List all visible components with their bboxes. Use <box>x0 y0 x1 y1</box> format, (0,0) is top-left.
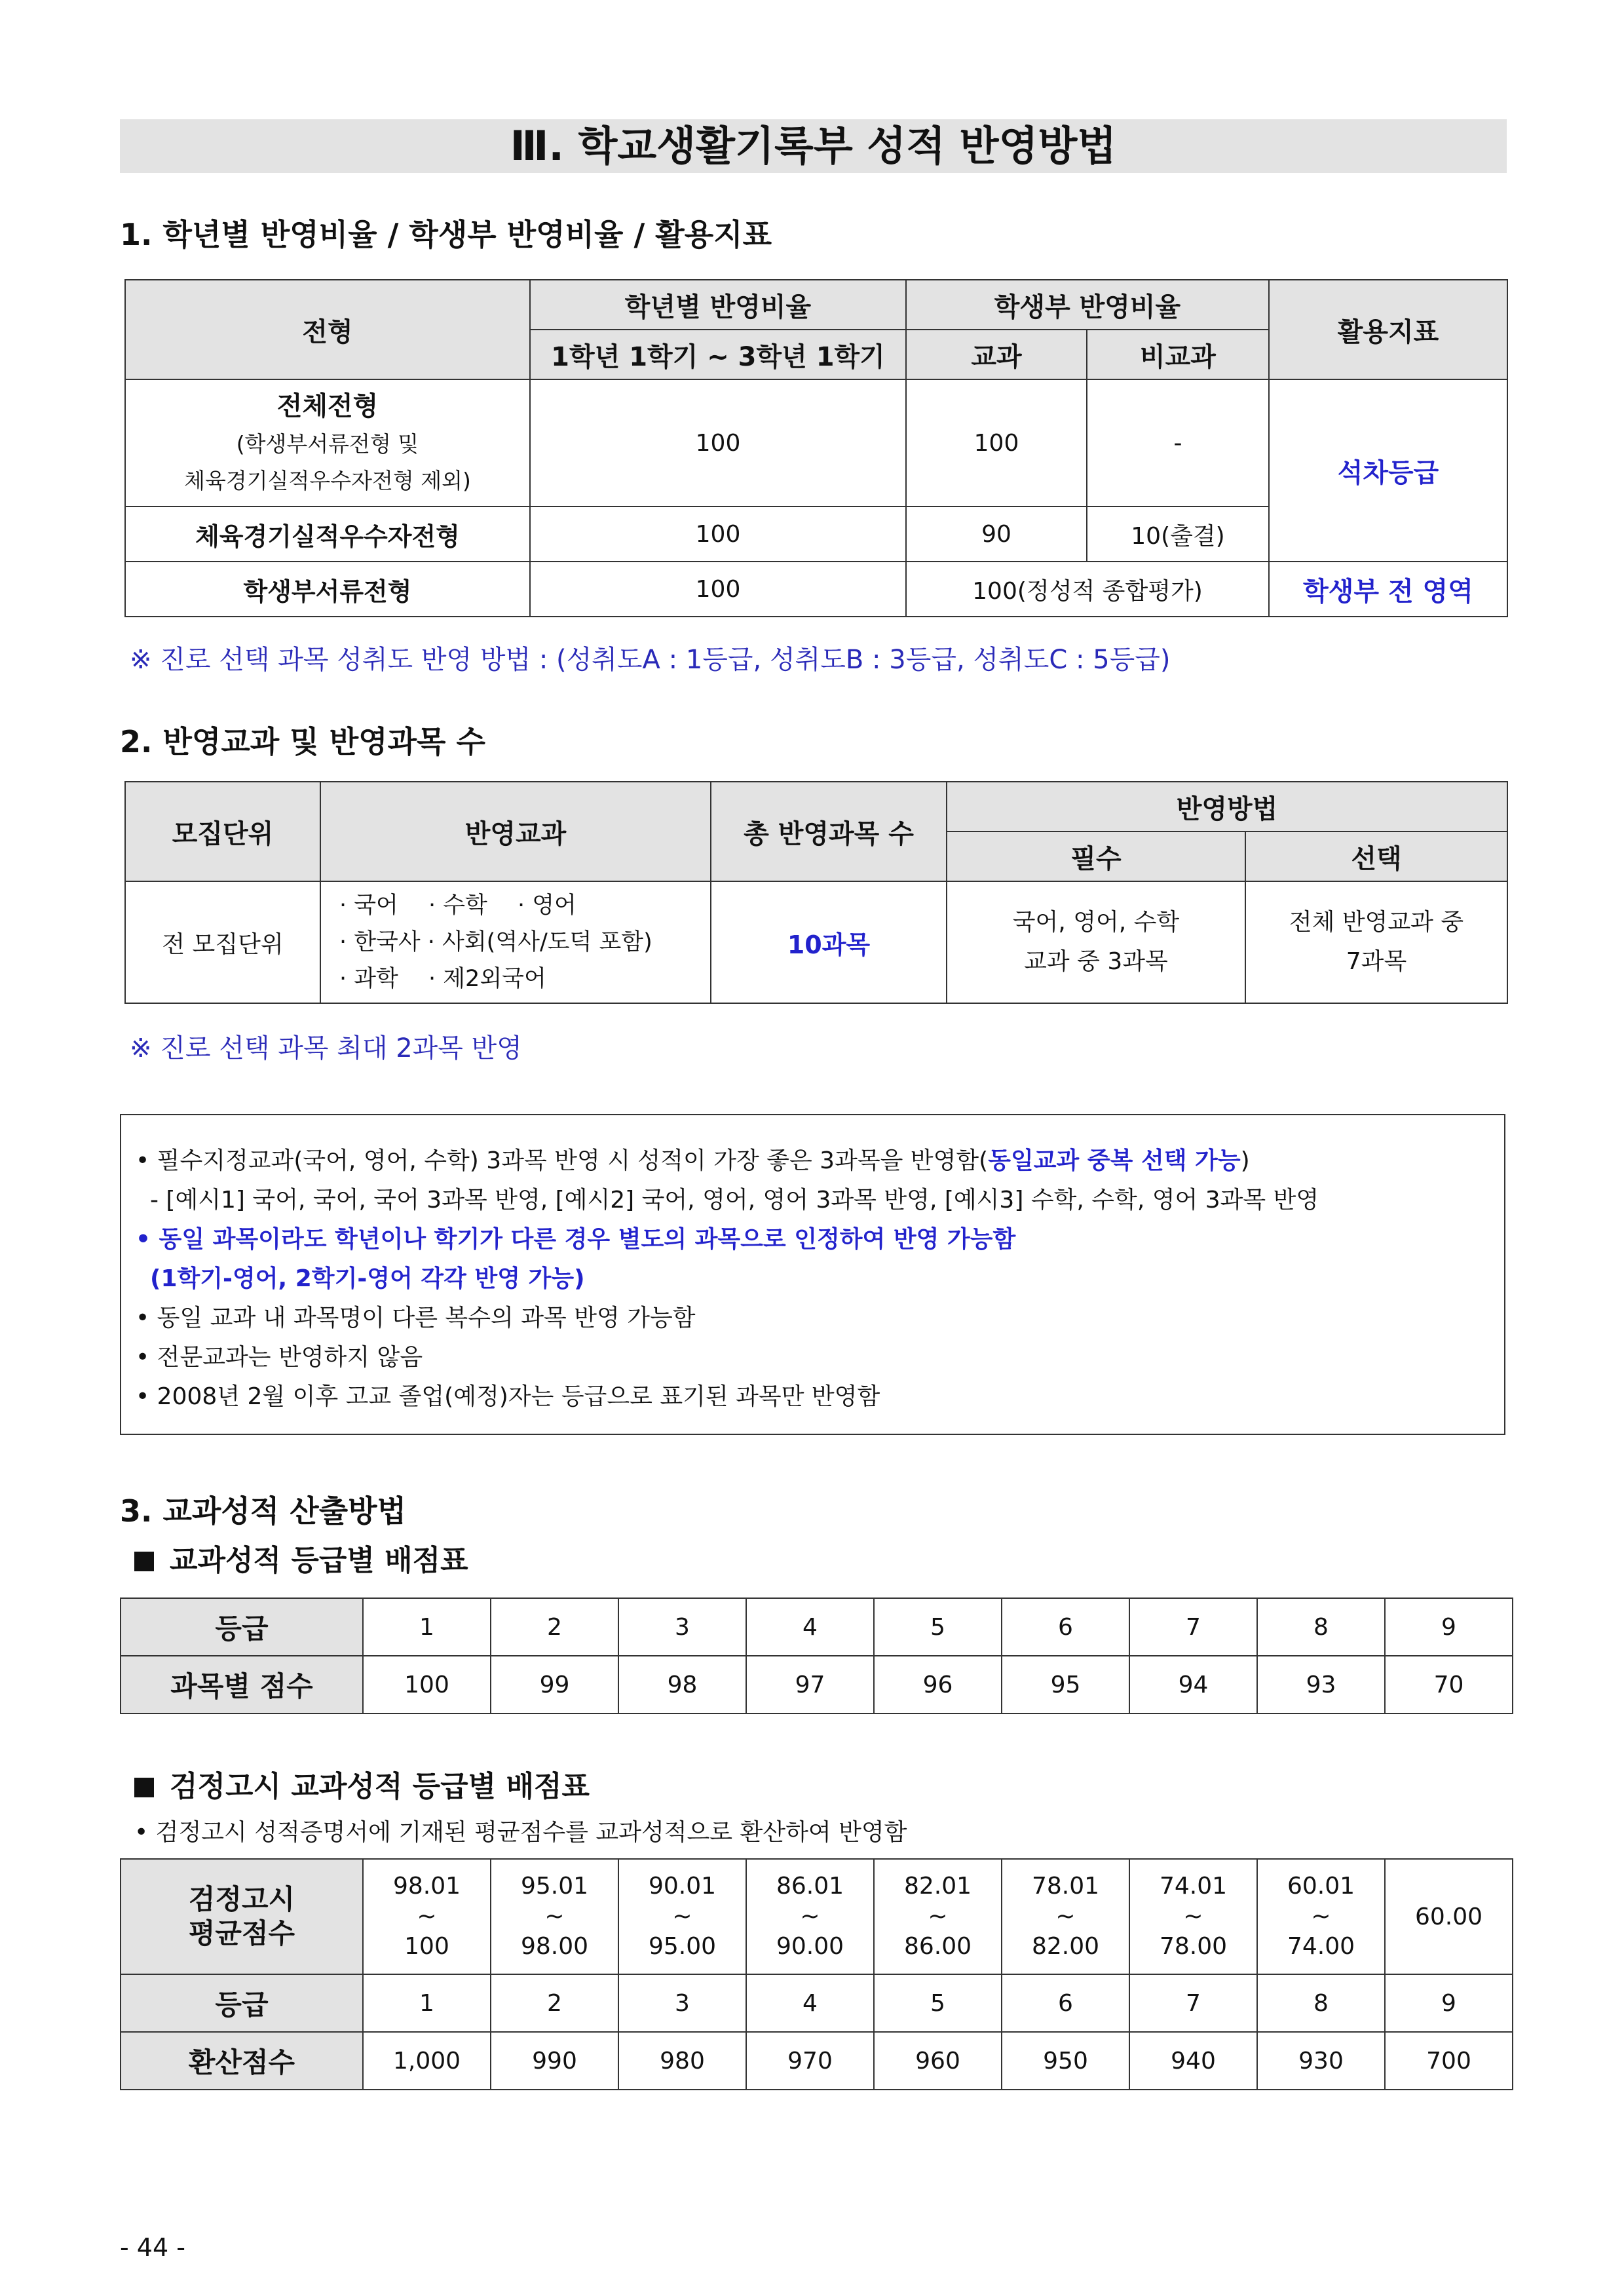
ged-range-row <box>121 1859 1513 1974</box>
ged-range-part: 86.00 <box>903 1933 972 1960</box>
row-all-subject: 100 <box>906 379 1087 507</box>
section2-heading: 2. 반영교과 및 반영과목 수 <box>120 724 485 759</box>
ged-grade-cell: 8 <box>1257 1974 1385 2032</box>
note-line-1 <box>136 1141 1504 1181</box>
conv-score-cell: 980 <box>618 2032 746 2090</box>
conv-score-cell: 940 <box>1129 2032 1257 2090</box>
header-elective: 선택 <box>1245 832 1507 881</box>
indicator-shared: 석차등급 <box>1269 379 1507 562</box>
ratio-table <box>124 279 1508 617</box>
header-grade-range: 1학년 1학기 ~ 3학년 1학기 <box>530 330 906 379</box>
ged-range-part: 60.01 <box>1287 1873 1355 1900</box>
row-sports-non-subject: 10(출결) <box>1087 507 1269 562</box>
row-subject-list <box>320 881 711 1003</box>
row-all-sub1: (학생부서류전형 및 <box>236 431 419 457</box>
score-cell: 96 <box>874 1656 1002 1713</box>
grade-cell: 8 <box>1257 1598 1385 1656</box>
ged-range-part: ~ <box>544 1903 565 1930</box>
square-bullet-icon <box>134 1552 154 1571</box>
ged-range-part: ~ <box>672 1903 692 1930</box>
ged-label <box>121 1859 363 1974</box>
ged-range-part: ~ <box>1055 1903 1076 1930</box>
row-all-name <box>125 379 530 507</box>
row-docs-grade: 100 <box>530 562 906 617</box>
conv-score-cell: 950 <box>1002 2032 1129 2090</box>
score-cell: 99 <box>491 1656 618 1713</box>
ged-range-cell <box>1257 1859 1385 1974</box>
ged-range-part: 100 <box>404 1933 449 1960</box>
row-all-non-subject: - <box>1087 379 1269 507</box>
score-cell: 95 <box>1002 1656 1129 1713</box>
row-required <box>947 881 1245 1003</box>
conv-score-cell: 700 <box>1385 2032 1513 2090</box>
header-count: 총 반영과목 수 <box>711 782 947 881</box>
ged-grade-cell: 2 <box>491 1974 618 2032</box>
score-label: 과목별 점수 <box>121 1656 363 1713</box>
elective-line-2: 7과목 <box>1346 948 1407 975</box>
note-line-7: • 2008년 2월 이후 고교 졸업(예정)자는 등급으로 표기된 과목만 반영함 <box>136 1383 880 1410</box>
ged-range-part: ~ <box>1183 1903 1203 1930</box>
grade-cell: 6 <box>1002 1598 1129 1656</box>
row-elective <box>1245 881 1507 1003</box>
section3-sub1 <box>134 1537 468 1578</box>
section3-sub2 <box>134 1763 590 1805</box>
header-method: 반영방법 <box>947 782 1507 832</box>
ged-range-part: 86.01 <box>776 1873 844 1900</box>
section1-note: ※ 진로 선택 과목 성취도 반영 방법 : (성취도A : 1등급, 성취도B : 3등급, 성취도C : 5등급) <box>130 645 1171 675</box>
ged-range-part: 95.00 <box>648 1933 717 1960</box>
grade-cell: 9 <box>1385 1598 1513 1656</box>
ged-range-part: 82.00 <box>1031 1933 1100 1960</box>
ged-range-cell <box>746 1859 874 1974</box>
grade-label: 등급 <box>121 1598 363 1656</box>
ged-range-cell <box>874 1859 1002 1974</box>
ged-range-part: 95.01 <box>520 1873 589 1900</box>
notes-box <box>120 1114 1505 1435</box>
subject-line-3: · 과학 · 제2외국어 <box>339 966 546 992</box>
row-count: 10과목 <box>711 881 947 1003</box>
ged-grade-row <box>121 1974 1513 2032</box>
ged-range-part: 78.01 <box>1031 1873 1100 1900</box>
row-all-sub2: 체육경기실적우수자전형 제외) <box>184 468 471 493</box>
section3-heading: 3. 교과성적 산출방법 <box>120 1493 406 1529</box>
row-sports-subject: 90 <box>906 507 1087 562</box>
conv-score-cell: 1,000 <box>363 2032 491 2090</box>
row-sports-grade: 100 <box>530 507 906 562</box>
subject-line-1: · 국어 · 수학 · 영어 <box>339 892 576 919</box>
grade-cell: 4 <box>746 1598 874 1656</box>
ged-range-part: ~ <box>417 1903 437 1930</box>
header-required: 필수 <box>947 832 1245 881</box>
header-subjects: 반영교과 <box>320 782 711 881</box>
header-type: 전형 <box>125 280 530 379</box>
ged-range-cell <box>1002 1859 1129 1974</box>
row-docs-merged: 100(정성적 종합평가) <box>906 562 1269 617</box>
score-cell: 97 <box>746 1656 874 1713</box>
page-title: Ⅲ. 학교생활기록부 성적 반영방법 <box>120 119 1507 173</box>
note-line-2: - [예시1] 국어, 국어, 국어 3과목 반영, [예시2] 국어, 영어, 영어 3과목 반영, [예시3] 수학, 수학, 영어 3과목 반영 <box>150 1187 1319 1214</box>
ged-range-part: 98.01 <box>392 1873 461 1900</box>
section3-sub1-text: 교과성적 등급별 배점표 <box>170 1544 468 1577</box>
ged-range-part: 98.00 <box>520 1933 589 1960</box>
section1-heading: 1. 학년별 반영비율 / 학생부 반영비율 / 활용지표 <box>120 217 772 252</box>
ged-range-cell <box>1129 1859 1257 1974</box>
grade-score-table <box>120 1598 1513 1714</box>
ged-range-part: 90.01 <box>648 1873 717 1900</box>
ged-range-part: ~ <box>928 1903 948 1930</box>
ged-range-part: 74.01 <box>1159 1873 1228 1900</box>
score-row <box>121 1656 1513 1713</box>
header-non-subject: 비교과 <box>1087 330 1269 379</box>
subject-line-2: · 한국사 · 사회(역사/도덕 포함) <box>339 929 652 955</box>
ged-range-part: 90.00 <box>776 1933 844 1960</box>
ged-range-part: ~ <box>800 1903 820 1930</box>
score-cell: 93 <box>1257 1656 1385 1713</box>
ged-range-last: 60.00 <box>1385 1859 1513 1974</box>
ged-range-part: ~ <box>1311 1903 1331 1930</box>
row-all-grade: 100 <box>530 379 906 507</box>
ged-range-part: 78.00 <box>1159 1933 1228 1960</box>
note-line-6: • 전문교과는 반영하지 않음 <box>136 1344 423 1371</box>
ged-range-cell <box>618 1859 746 1974</box>
square-bullet-icon <box>134 1778 154 1797</box>
note-line-5: • 동일 교과 내 과목명이 다른 복수의 과목 반영 가능함 <box>136 1305 696 1331</box>
conv-score-cell: 960 <box>874 2032 1002 2090</box>
required-line-2: 교과 중 3과목 <box>1024 948 1168 975</box>
ged-grade-cell: 6 <box>1002 1974 1129 2032</box>
grade-row <box>121 1598 1513 1656</box>
ged-range-cell <box>491 1859 618 1974</box>
score-cell: 70 <box>1385 1656 1513 1713</box>
section3-sub2-note: • 검정고시 성적증명서에 기재된 평균점수를 교과성적으로 환산하여 반영함 <box>134 1819 907 1846</box>
ged-grade-cell: 5 <box>874 1974 1002 2032</box>
elective-line-1: 전체 반영교과 중 <box>1289 909 1464 936</box>
header-grade-ratio: 학년별 반영비율 <box>530 280 906 330</box>
score-cell: 100 <box>363 1656 491 1713</box>
ged-range-part: 74.00 <box>1287 1933 1355 1960</box>
conv-score-cell: 930 <box>1257 2032 1385 2090</box>
note-line-1a: • 필수지정교과(국어, 영어, 수학) 3과목 반영 시 성적이 가장 좋은 3과목을 반영함( <box>136 1147 989 1174</box>
section2-note: ※ 진로 선택 과목 최대 2과목 반영 <box>130 1033 522 1063</box>
grade-cell: 3 <box>618 1598 746 1656</box>
ged-label-2: 평균점수 <box>188 1917 295 1949</box>
ged-label-1: 검정고시 <box>188 1883 295 1915</box>
required-line-1: 국어, 영어, 수학 <box>1012 909 1180 936</box>
ged-grade-cell: 7 <box>1129 1974 1257 2032</box>
grade-cell: 1 <box>363 1598 491 1656</box>
score-cell: 98 <box>618 1656 746 1713</box>
ged-range-cell <box>363 1859 491 1974</box>
row-sports-name: 체육경기실적우수자전형 <box>125 507 530 562</box>
section3-sub2-text: 검정고시 교과성적 등급별 배점표 <box>170 1770 590 1803</box>
score-cell: 94 <box>1129 1656 1257 1713</box>
ged-table <box>120 1858 1513 2090</box>
conv-score-cell: 990 <box>491 2032 618 2090</box>
conv-label: 환산점수 <box>121 2032 363 2090</box>
ged-grade-label: 등급 <box>121 1974 363 2032</box>
header-record-ratio: 학생부 반영비율 <box>906 280 1269 330</box>
note-line-1b: 동일교과 중복 선택 가능 <box>988 1147 1241 1174</box>
grade-cell: 5 <box>874 1598 1002 1656</box>
row-all-title: 전체전형 <box>276 391 379 421</box>
page-number: - 44 - <box>120 2233 185 2262</box>
ged-grade-cell: 3 <box>618 1974 746 2032</box>
note-line-3: • 동일 과목이라도 학년이나 학기가 다른 경우 별도의 과목으로 인정하여 반영 가능함 <box>136 1226 1016 1253</box>
row-docs-indicator: 학생부 전 영역 <box>1269 562 1507 617</box>
conv-score-cell: 970 <box>746 2032 874 2090</box>
subjects-table <box>124 781 1508 1004</box>
grade-cell: 7 <box>1129 1598 1257 1656</box>
row-docs-name: 학생부서류전형 <box>125 562 530 617</box>
ged-grade-cell: 4 <box>746 1974 874 2032</box>
conv-row <box>121 2032 1513 2090</box>
note-line-1c: ) <box>1240 1147 1250 1174</box>
header-subject: 교과 <box>906 330 1087 379</box>
grade-cell: 2 <box>491 1598 618 1656</box>
ged-grade-cell: 9 <box>1385 1974 1513 2032</box>
ged-grade-cell: 1 <box>363 1974 491 2032</box>
ged-range-part: 82.01 <box>903 1873 972 1900</box>
row-unit: 전 모집단위 <box>125 881 320 1003</box>
note-line-4: (1학기-영어, 2학기-영어 각각 반영 가능) <box>150 1265 585 1292</box>
header-indicator: 활용지표 <box>1269 280 1507 379</box>
header-unit: 모집단위 <box>125 782 320 881</box>
